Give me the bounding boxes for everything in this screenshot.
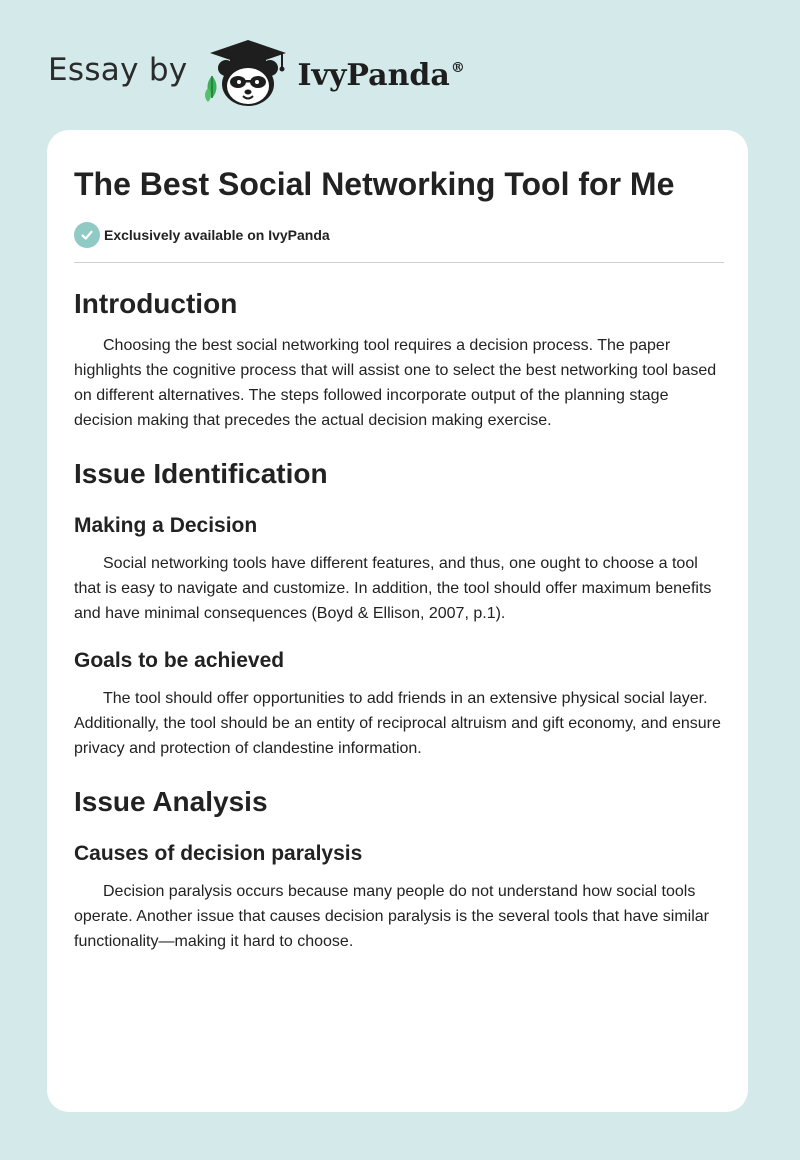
section-heading-introduction: Introduction [74, 288, 238, 319]
essay-by-label: Essay by [48, 52, 188, 88]
section-heading-issue-analysis: Issue Analysis [74, 786, 268, 817]
paragraph-goals: The tool should offer opportunities to add friends in an extensive physical social layer. Additionally, the tool should be an entity of reciprocal altruism and gift economy, and ensure privacy and protection of clandestine information. [74, 690, 721, 757]
essay-card [47, 130, 748, 1112]
badge-text: Exclusively available on IvyPanda [104, 227, 330, 243]
paragraph-causes: Decision paralysis occurs because many people do not understand how social tools operate. Another issue that causes decision paralysis is the several tools that have similar functionality—making it hard to choose. [74, 883, 709, 950]
subheading-goals: Goals to be achieved [74, 649, 285, 672]
brand-text: IvyPanda [297, 57, 450, 93]
divider [74, 262, 724, 263]
registered-mark: ® [450, 59, 465, 76]
paragraph-introduction: Choosing the best social networking tool requires a decision process. The paper highlights the cognitive process that will assist one to select the best networking tool based on different alternatives. The steps followed incorporate output of the planning stage decision making that precedes the actual decision making exercise. [74, 337, 717, 429]
subheading-causes: Causes of decision paralysis [74, 842, 363, 865]
site-header [48, 36, 465, 108]
essay-content [74, 164, 724, 954]
check-icon [74, 222, 100, 248]
section-heading-issue-identification: Issue Identification [74, 458, 328, 489]
paragraph-making-a-decision: Social networking tools have different features, and thus, one ought to choose a tool that is easy to navigate and customize. In addition, the tool should offer maximum benefits and have minimal consequences (Boyd & Ellison, 2007, p.1). [74, 555, 712, 622]
subheading-making-a-decision: Making a Decision [74, 514, 258, 537]
brand-name[interactable] [298, 58, 465, 93]
exclusive-badge [74, 222, 724, 248]
page-title: The Best Social Networking Tool for Me [74, 166, 675, 202]
panda-logo-icon[interactable] [200, 36, 296, 108]
